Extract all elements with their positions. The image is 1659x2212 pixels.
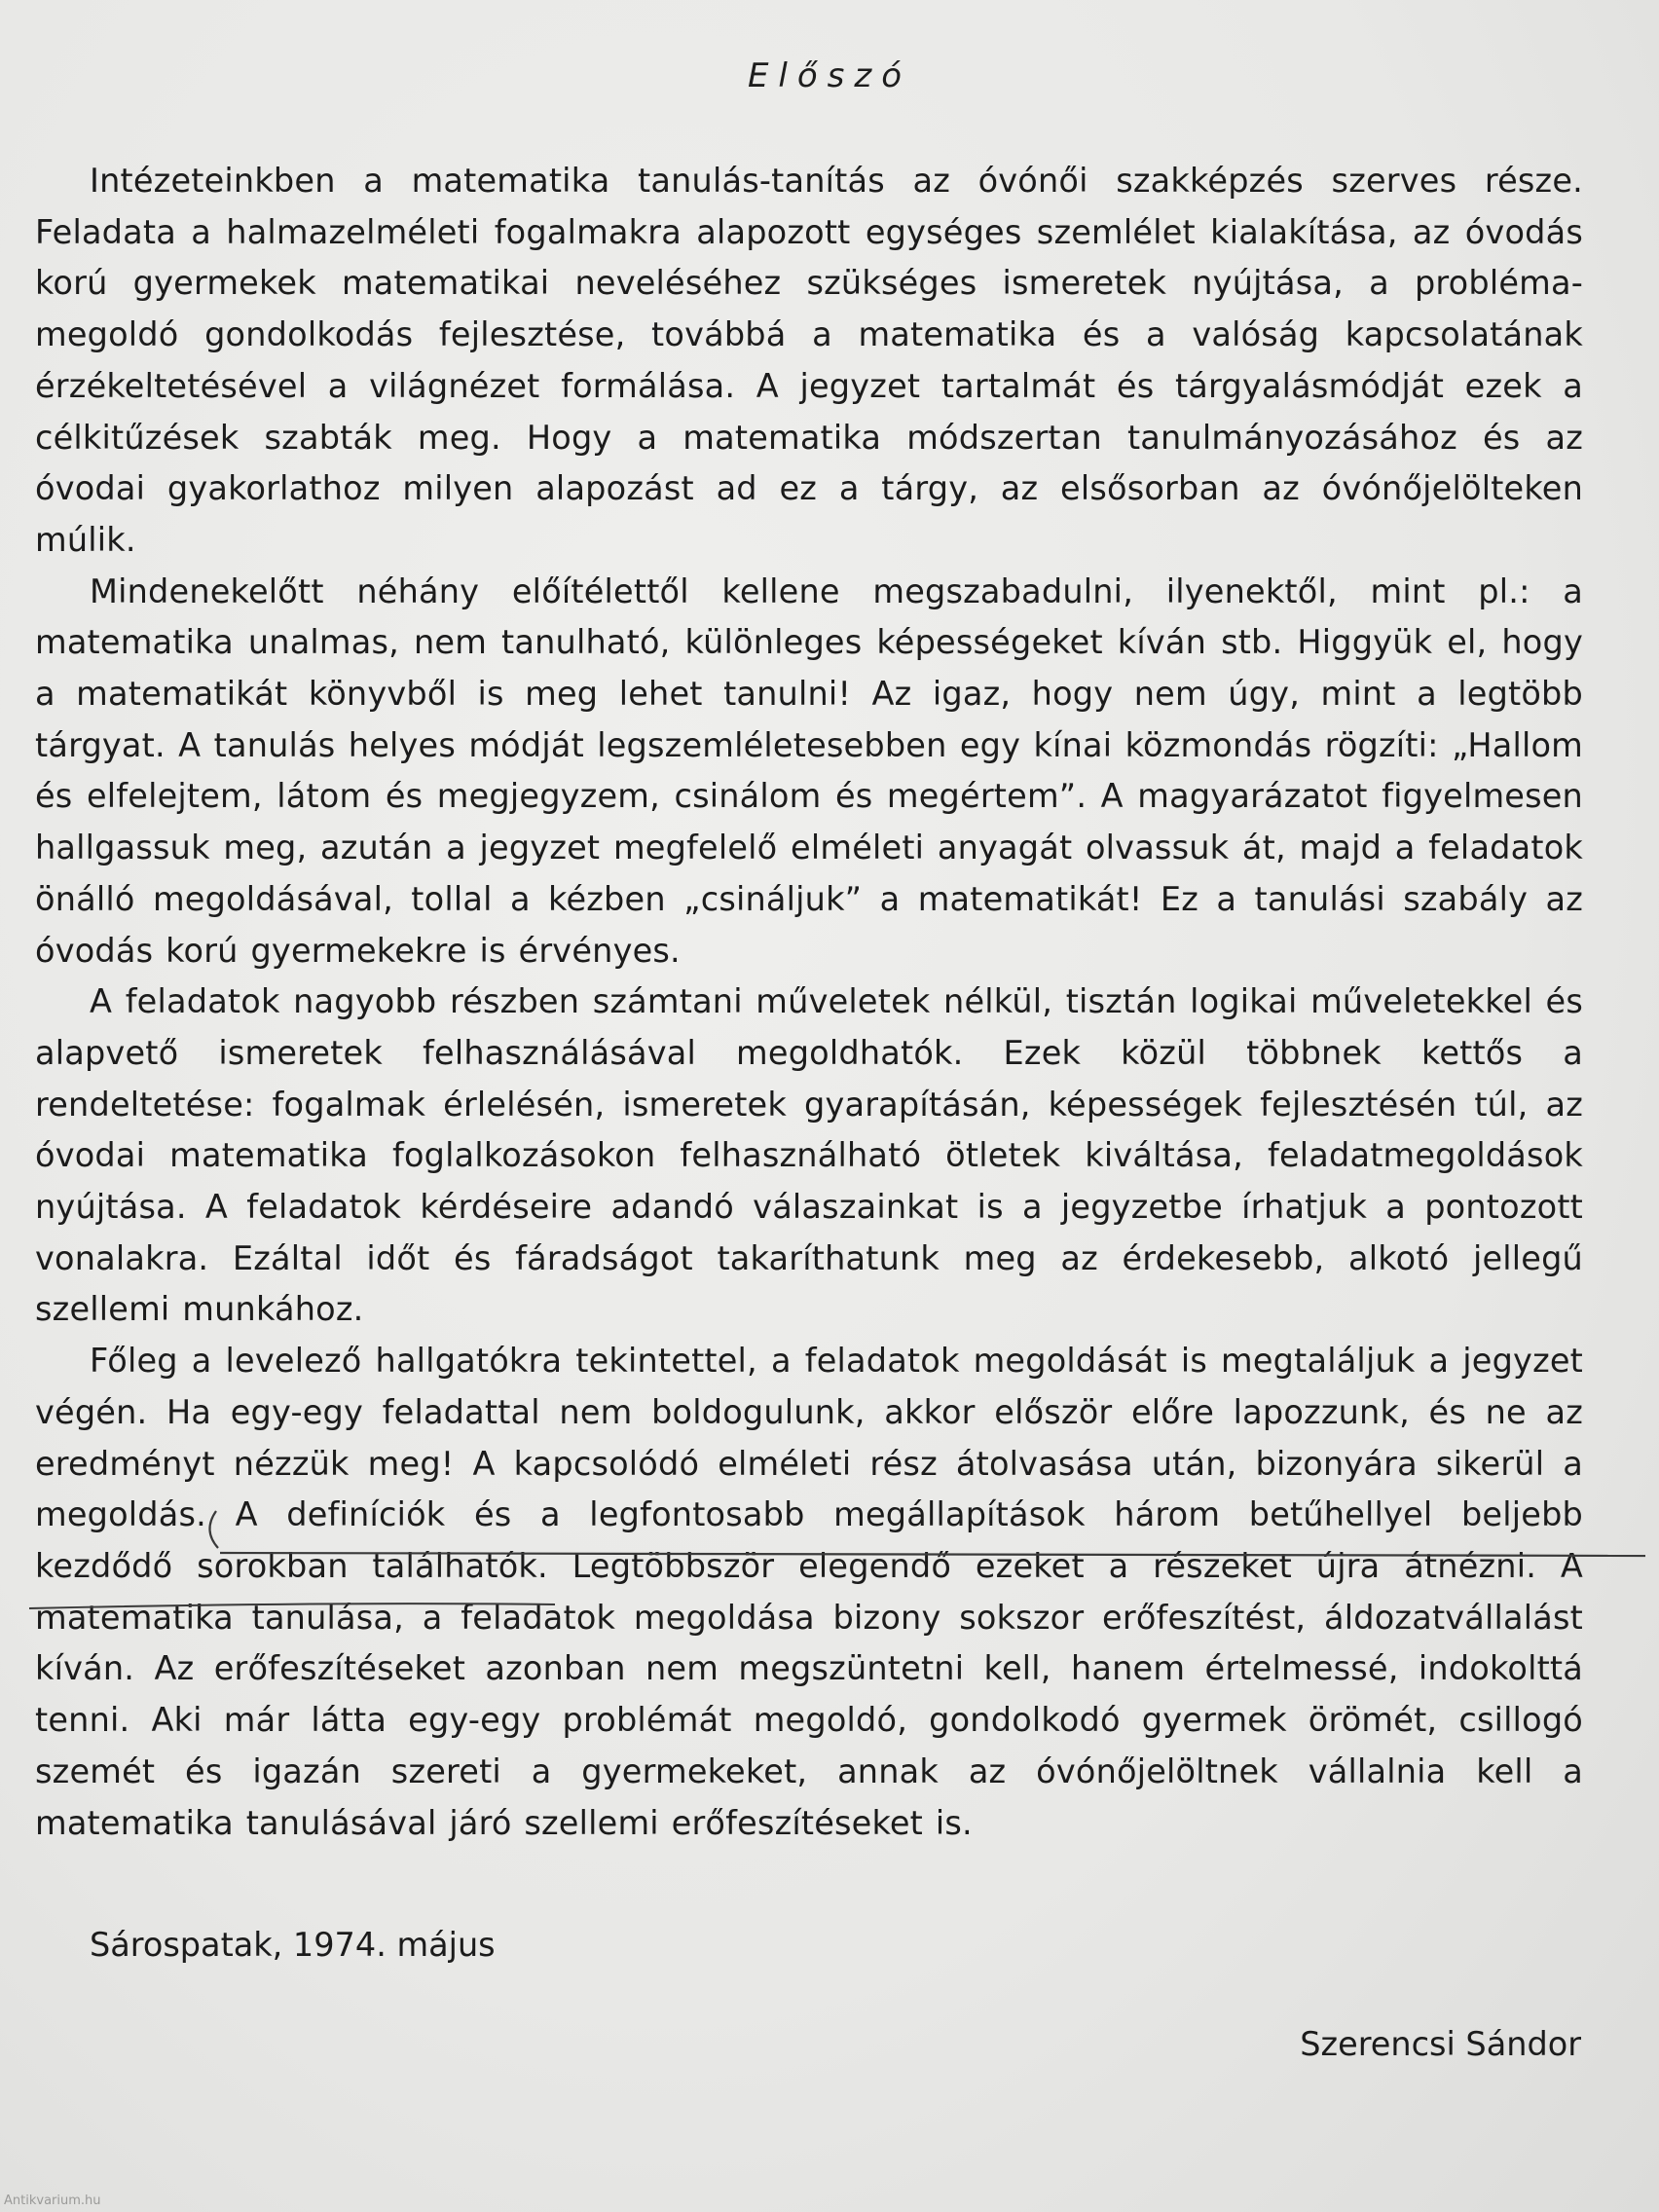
page-title: Előszó [747,56,912,95]
foreword-body [35,156,1583,1849]
paragraph-2: Mindenekelőtt néhány előítélettől kellene megszabadulni, ilyenektől, mint pl.: a matematika unalmas, nem tanulható, különleges képességeket kíván stb. Higgyük el, hogy a matematikát könyvből is meg lehet tanulni! Az igaz, hogy nem úgy, mint a legtöbb tárgyat. A tanulás helyes módját legszemléletesebben egy kínai közmondás rögzíti: „Hallom és elfelejtem, látom és megjegyzem, csinálom és megértem”. A magyarázatot figyelmesen hallgassuk meg, azután a jegyzet megfelelő elméleti anyagát olvassuk át, majd a feladatok önálló megoldásával, tollal a kézben „csináljuk” a matematikát! Ez a tanulási szabály az óvodás korú gyermekekre is érvényes. [35,571,1583,970]
paragraph-3: A feladatok nagyobb részben számtani műveletek nélkül, tisztán logikai műveletekkel és alapvető ismeretek felhasználásával megoldhatók. Ezek közül többnek kettős a rendeltetése: fogalmak érlelésén, ismeretek gyarapításán, képességek fejlesztésén túl, az óvodai matematika foglalkozásokon felhasználható ötletek kiváltása, feladatmegoldások nyújtása. A feladatok kérdéseire adandó válaszainkat is a jegyzetbe írhatjuk a pontozott vonalakra. Ezáltal időt és fáradságot takaríthatunk meg az érdekesebb, alkotó jellegű szellemi munkához. [35,982,1583,1329]
paragraph-4: Főleg a levelező hallgatókra tekintettel, a feladatok megoldását is megtaláljuk a jegyzet végén. Ha egy-egy feladattal nem boldogulunk, akkor először előre lapozzunk, és ne az eredményt nézzük meg! A kapcsolódó elméleti rész átolvasása után, bizonyára sikerül a megoldás. A definíciók és a legfontosabb megállapítások három betűhellyel beljebb kezdődő sorokban találhatók. Legtöbbször elegendő ezeket a részeket újra átnézni. A matematika tanulása, a feladatok megoldása bizony sokszor erőfeszítést, áldozatvállalást kíván. Az erőfeszítéseket azonban nem megszüntetni kell, hanem értelmessé, indokolttá tenni. Aki már látta egy-egy problémát megoldó, gondolkodó gyermek örömét, csillogó szemét és igazán szereti a gyermekeket, annak az óvónőjelöltnek vállalnia kell a matematika tanulásával járó szellemi erőfeszítéseket is. [35,1342,1583,1842]
place-date: Sárospatak, 1974. május [90,1926,496,1964]
watermark: Antikvarium.hu [4,2194,101,2208]
author-signature: Szerencsi Sándor [1300,2025,1581,2063]
paragraph-1: Intézeteinkben a matematika tanulás-tanítás az óvónői szakképzés szerves része. Feladata a halmazelméleti fogalmakra alapozott egységes szemlélet kialakítása, az óvodás korú gyermekek matematikai neveléséhez szükséges ismeretek nyújtása, a probléma-megoldó gondolkodás fejlesztése, továbbá a matematika és a valóság kapcsolatának érzékeltetésével a világnézet formálása. A jegyzet tartalmát és tárgyalásmódját ezek a célkitűzések szabták meg. Hogy a matematika módszertan tanulmányozásához és az óvodai gyakorlathoz milyen alapozást ad ez a tárgy, az elsősorban az óvónőjelölteken múlik. [35,162,1583,559]
